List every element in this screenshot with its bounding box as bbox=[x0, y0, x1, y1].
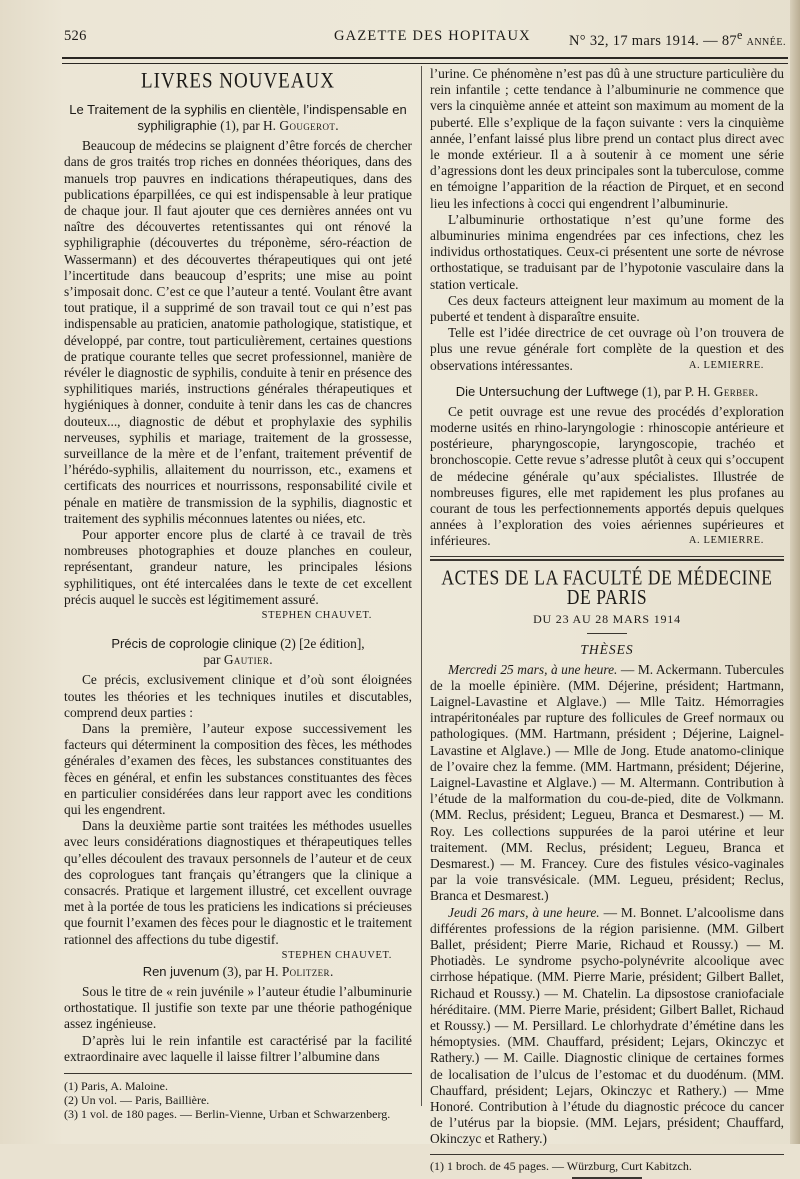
issue-info: N° 32, 17 mars 1914. — 87e ANNÉE. bbox=[569, 28, 786, 49]
page-edge bbox=[790, 0, 800, 1144]
header-rule bbox=[62, 57, 788, 64]
review-2-author: Gautier bbox=[223, 652, 270, 668]
review-3-paragraph: D’après lui le rein infantile est caractérisé par la facilité extraordinaire avec laquelle il laisse filtrer l’albumine dans bbox=[64, 1032, 412, 1064]
ornament-rule bbox=[572, 1177, 642, 1179]
short-rule bbox=[587, 633, 627, 634]
footnote: (2) Un vol. — Paris, Baillière. bbox=[64, 1092, 210, 1107]
review-4-heading: Die Untersuchung der Luftwege (1), par P. H. Gerber. bbox=[455, 383, 759, 399]
actes-dates: DU 23 AU 28 MARS 1914 bbox=[533, 612, 681, 627]
section-rule bbox=[430, 556, 784, 561]
review-3-paragraph: Sous le titre de « rein juvénile » l’auteur étudie l’albuminurie orthostatique. Il justifie son texte par une théorie pathogénique assez ingénieuse. bbox=[64, 983, 412, 1032]
review-2-paragraph: Dans la deuxième partie sont traitées les méthodes usuelles avec leurs considérations diagnostiques et thérapeutiques telles qu’elles découlent des travaux personnels de l’auteur et de ceux des coprologues tant français qu’étrangers que la clinique a consacrés. Pratique et largement illustré, cet excellent ouvrage met à la portée de tous les praticiens les indications si précieuses que fournit l’examen des fèces pour le diagnostic et le traitement rationnel des affections du tube digestif. STEPHEN CHAUVET. bbox=[64, 818, 412, 948]
review-2-paragraph: Dans la première, l’auteur expose successivement les facteurs qui déterminent la composition des fèces, les méthodes générales d’examen des fèces, les substances constituantes des fèces en général, et enfin les substances constituantes des fèces en particulier considérées dans leur rapport avec les conditions qui les engendrent. bbox=[64, 720, 412, 817]
footnote-rule bbox=[64, 1073, 412, 1074]
review-3-signature: A. LEMIERRE. bbox=[688, 359, 764, 371]
review-1-paragraph: Beaucoup de médecins se plaignent d’être forcés de chercher dans de gros traités trop riches en données théoriques, dans des manuels trop pauvres en indications thérapeutiques, dans des publications éparpillées, ce qui est indispensable à leur pratique de chaque jour. Il faut ajouter que ces dernières années ont vu naître des découvertes retentissantes qui ont rénové la syphiligraphie (découvertes du tréponème, séro-réaction de Wassermann) et des découvertes thérapeutiques qui ont jeté l’incertitude dans beaucoup d’esprits; une mise au point s’imposait donc. C’est ce que l’auteur a tenté. Voulant être avant tout pratique, il a supprimé de son travail tout ce qui n’est pas indispensable au praticien, anatomie pathologique, statistique, et développé, par contre, tout particulièrement, certaines questions de pratique courante telles que secret professionnel, manière de révéler le diagnostic de syphilis, conduite à tenir en présence des syphilitiques mariés, instructions générales thérapeutiques et hygiéniques à donner, conduite à tenir dans les cas de chancres douteux..., diagnostic de début et prophylaxie des syphilis nerveuses, syphilis et mariage, traitement de la grossesse, surveillance de la mère et de l’enfant, traitement préventif de l’hérédo-syphilis, allaitement du nourrisson, etc., examens et certificats des nourrices et nourrissons, responsabilité civile et pénale en matière de transmission de la syphilis, diagnostic et traitement des syphilis méconnues latentes ou niées, etc. bbox=[64, 138, 412, 526]
review-3-title: Ren juvenum bbox=[142, 963, 220, 979]
review-4-author: Gerber bbox=[713, 383, 755, 399]
footnote: (3) 1 vol. de 180 pages. — Berlin-Vienne, Urban et Schwarzenberg. bbox=[64, 1106, 391, 1121]
actes-title: ACTES DE LA FACULTÉ DE MÉDECINE DE PARIS bbox=[441, 565, 773, 609]
section-title: LIVRES NOUVEAUX bbox=[141, 69, 335, 94]
footnote: (1) Paris, A. Maloine. bbox=[64, 1078, 168, 1093]
review-3-author: Politzer bbox=[281, 963, 330, 979]
review-2-signature: STEPHEN CHAUVET. bbox=[281, 949, 392, 961]
review-2-heading: Précis de coprologie clinique (2) [2e édition], par Gautier. bbox=[111, 636, 365, 668]
footnote: (1) 1 broch. de 45 pages. — Würzburg, Curt Kabitzch. bbox=[430, 1158, 692, 1173]
theses-wednesday: Mercredi 25 mars, à une heure. — M. Ackermann. Tubercules de la moelle épinière. (MM. Déjerine, président; Hartmann, Laignel-Lavastine et Alglave.) — Mlle Taitz. Hémorragies intrapéritonéales par rupture des follicules de Greef normaux ou pathologiques. (MM. Hartmann, président ; Déjerine, Laignel-Lavastine et Alglave.) — Mlle de Jong. Etude anatomo-clinique de l’ovaire chez la femme. (MM. Hartmann, président; Déjerine, Laignel-Lavastine et Alglave.) — M. Altermann. Contribution à l’étude de la malformation du cou-de-pied, dite de Volkmann. (MM. Reclus, président; Legueu, Branca et Desmarest.) — M. Roy. Les collections suppurées de la paroi utérine et leur traitement. (MM. Reclus, président; Legueu, Branca et Desmarest.) — M. Francey. Cure des fistules vésico-vaginales par la voie transvésicale. (MM. Legueu, président; Reclus, Branca et Desmarest.) bbox=[430, 661, 784, 904]
left-column bbox=[64, 66, 412, 1121]
review-2-title: Précis de coprologie clinique bbox=[111, 636, 277, 652]
theses-label: THÈSES bbox=[580, 642, 634, 658]
footnote-rule bbox=[430, 1154, 784, 1155]
review-4-title: Die Untersuchung der Luftwege bbox=[455, 383, 639, 399]
page-header bbox=[64, 28, 786, 50]
theses-thursday: Jeudi 26 mars, à une heure. — M. Bonnet. L’alcoolisme dans différentes professions de la région parisienne. (MM. Gilbert Ballet, président; Pierre Marie, Richaud et Roussy.) — M. Photiadès. Le syndrome psycho-polynévrite alcoolique avec cirrhose hépatique. (MM. Pierre Marie, président; Gilbert Ballet, Richaud et Roussy.) — M. Chatelin. La dipsostose craniofaciale héréditaire. (MM. Pierre Marie, président; Gilbert Ballet, Richaud et Roussy.) — M. Persillard. Le chlorhydrate d’émétine dans les hémoptysies. (MM. Chauffard, président; Lejars, Okinczyc et Rathery.) — M. Caille. Diagnostic clinique de certaines formes de localisation de l’ulcus de l’estomac et du duodénum. (MM. Chauffard, président; Lejars, Okinczyc et Rathery.) — Mme Honoré. Contribution à l’étude du diagnostic précoce du cancer de l’utérus par la biopsie. (MM. Lejars, président; Chauffard, Okinczyc et Rathery.) bbox=[430, 904, 784, 1147]
review-3-continued: Ces deux facteurs atteignent leur maximum au moment de la puberté et tendent à disparaître ensuite. bbox=[430, 292, 784, 325]
review-4-paragraph: Ce petit ouvrage est une revue des procédés d’exploration moderne usités en rhino-laryngologie : rhinoscopie antérieure et postérieure, pharyngoscopie, laryngoscopie, trachéo et bronchoscopie. Cette revue s’adresse plutôt à ceux qui s’occupent de médecine générale qu’aux spécialistes. Illustrée de nombreuses figures, elle met rapidement les plus profanes au courant de tous les perfectionnements apportés depuis quelques années à l’exploration des voies aériennes supérieures et inférieures. A. LEMIERRE. bbox=[430, 403, 784, 549]
page-number: 526 bbox=[64, 28, 87, 44]
review-1-signature: STEPHEN CHAUVET. bbox=[261, 610, 372, 622]
review-3-continued: Telle est l’idée directrice de cet ouvrage où l’on trouvera de plus une revue générale fort complète de la question et des observations intéressantes. A. LEMIERRE. bbox=[430, 325, 784, 373]
review-3-heading: Ren juvenum (3), par H. Politzer. bbox=[142, 963, 334, 979]
journal-title: GAZETTE DES HOPITAUX bbox=[334, 28, 531, 44]
review-4-signature: A. LEMIERRE. bbox=[688, 535, 764, 547]
review-1-paragraph: Pour apporter encore plus de clarté à ce travail de très nombreuses photographies et douze planches en couleur, représentant, grandeur nature, les principales lésions syphilitiques, ont été intercalées dans le texte de cet excellent précis auquel le succès est légitimement assuré. bbox=[64, 527, 412, 607]
column-divider bbox=[421, 66, 422, 1106]
right-column bbox=[430, 66, 784, 1179]
review-1-heading: Le Traitement de la syphilis en clientèle, l’indispensable en syphiligraphie (1), par H. Gougerot. bbox=[69, 102, 407, 134]
review-3-continued: L’albuminurie orthostatique n’est qu’une forme des albuminuries minima engendrées par ces infections, chez les individus orthostatiques. Ceux-ci présentent une sorte de névrose orthostatique, se traduisant par de l’hypotonie vasculaire dans la station verticale. bbox=[430, 211, 784, 292]
footnotes bbox=[64, 1079, 412, 1121]
review-2-paragraph: Ce précis, exclusivement clinique et d’où sont éloignées toutes les théories et les techniques inutiles et discutables, comprend deux parties : bbox=[64, 672, 412, 720]
review-3-continued: l’urine. Ce phénomène n’est pas dû à une structure particulière du rein infantile ; cette tendance à l’albuminurie ne commence que vers la cinquième année et atteint son maximum au moment de la puberté. Elle s’explique de la façon suivante : vers la cinquième année, l’enfant laissé plus libre prend un contact plus direct avec le monde extérieur. Il a à soutenir à ce moment une série d’agressions dont les deux principales sont la tuberculose, comme en témoigne l’apparition de la réaction de Pirquet, et en second lieu les infections à cocci qui engendrent l’albuminurie. bbox=[430, 66, 784, 211]
review-1-title: Le Traitement de la syphilis en clientèle, l’indispensable en syphiligraphie bbox=[69, 102, 407, 134]
review-1-author: Gougerot bbox=[279, 118, 336, 134]
